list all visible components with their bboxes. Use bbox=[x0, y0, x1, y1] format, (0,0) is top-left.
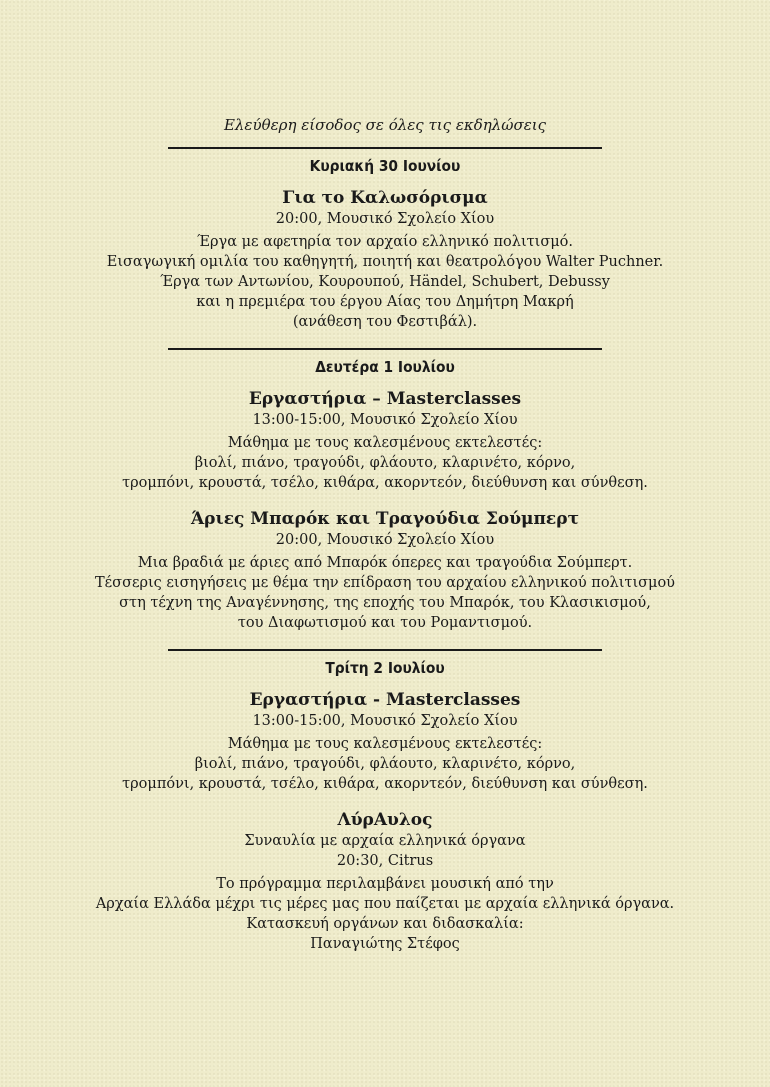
event-description-line: τρομπόνι, κρουστά, τσέλο, κιθάρα, ακορντεόν, διεύθυνση και σύνθεση. bbox=[122, 776, 648, 792]
event-welcome bbox=[0, 188, 770, 332]
event-description-line: Εισαγωγική ομιλία του καθηγητή, ποιητή και θεατρολόγου Walter Puchner. bbox=[106, 254, 664, 270]
event-time-venue: 13:00-15:00, Μουσικό Σχολείο Χίου bbox=[252, 412, 518, 428]
divider bbox=[168, 348, 602, 350]
event-time-venue: 20:00, Μουσικό Σχολείο Χίου bbox=[275, 532, 495, 548]
day-title: Κυριακή 30 Ιουνίου bbox=[309, 157, 461, 175]
event-description-line: και η πρεμιέρα του έργου Αίας του Δημήτρη Μακρή bbox=[196, 294, 574, 310]
event-masterclasses bbox=[0, 389, 770, 493]
event-time-venue: 13:00-15:00, Μουσικό Σχολείο Χίου bbox=[252, 713, 518, 729]
event-title: ΛύρΑυλος bbox=[337, 810, 433, 830]
day-title: Δευτέρα 1 Ιουλίου bbox=[315, 358, 455, 376]
event-subtitle: Συναυλία με αρχαία ελληνικά όργανα bbox=[244, 833, 526, 849]
event-description-line: Κατασκευή οργάνων και διδασκαλία: bbox=[246, 916, 524, 932]
day-section-monday bbox=[0, 348, 770, 633]
event-description-line: Παναγιώτης Στέφος bbox=[310, 936, 460, 952]
event-description-line: Μάθημα με τους καλεσμένους εκτελεστές: bbox=[227, 736, 543, 752]
event-time-venue: 20:00, Μουσικό Σχολείο Χίου bbox=[275, 211, 495, 227]
event-description-line: βιολί, πιάνο, τραγούδι, φλάουτο, κλαρινέτο, κόρνο, bbox=[194, 756, 576, 772]
event-title: Εργαστήρια - Masterclasses bbox=[249, 690, 521, 710]
free-entry-note: Ελεύθερη είσοδος σε όλες τις εκδηλώσεις bbox=[223, 116, 547, 134]
day-section-tuesday bbox=[0, 649, 770, 954]
event-title: Για το Καλωσόρισμα bbox=[282, 188, 488, 208]
divider bbox=[168, 649, 602, 651]
event-description-line: Μια βραδιά με άριες από Μπαρόκ όπερες και τραγούδια Σούμπερτ. bbox=[137, 555, 633, 571]
event-title: Άριες Μπαρόκ και Τραγούδια Σούμπερτ bbox=[190, 509, 580, 529]
event-description-line: βιολί, πιάνο, τραγούδι, φλάουτο, κλαρινέτο, κόρνο, bbox=[194, 455, 576, 471]
event-description-line: Το πρόγραμμα περιλαμβάνει μουσική από την bbox=[216, 876, 554, 892]
event-description-line: Μάθημα με τους καλεσμένους εκτελεστές: bbox=[227, 435, 543, 451]
event-lyravlos bbox=[0, 810, 770, 954]
day-section-sunday bbox=[0, 147, 770, 332]
event-description-line: στη τέχνη της Αναγέννησης, της εποχής του Μπαρόκ, του Κλασικισμού, bbox=[119, 595, 651, 611]
event-description-line: Τέσσερις εισηγήσεις με θέμα την επίδραση του αρχαίου ελληνικού πολιτισμού bbox=[94, 575, 675, 591]
event-title: Εργαστήρια – Masterclasses bbox=[248, 389, 522, 409]
event-description-line: Έργα των Αντωνίου, Κουρουπού, Händel, Schubert, Debussy bbox=[160, 274, 610, 290]
event-description-line: (ανάθεση του Φεστιβάλ). bbox=[292, 314, 478, 330]
day-title: Τρίτη 2 Ιουλίου bbox=[325, 659, 445, 677]
event-baroque-arias bbox=[0, 509, 770, 633]
event-description-line: τρομπόνι, κρουστά, τσέλο, κιθάρα, ακορντεόν, διεύθυνση και σύνθεση. bbox=[122, 475, 648, 491]
event-time-venue: 20:30, Citrus bbox=[336, 853, 434, 869]
event-description-line: Έργα με αφετηρία τον αρχαίο ελληνικό πολιτισμό. bbox=[196, 234, 574, 250]
event-description-line: Αρχαία Ελλάδα μέχρι τις μέρες μας που παίζεται με αρχαία ελληνικά όργανα. bbox=[95, 896, 675, 912]
divider bbox=[168, 147, 602, 149]
event-masterclasses bbox=[0, 690, 770, 794]
event-description-line: του Διαφωτισμού και του Ρομαντισμού. bbox=[237, 615, 533, 631]
